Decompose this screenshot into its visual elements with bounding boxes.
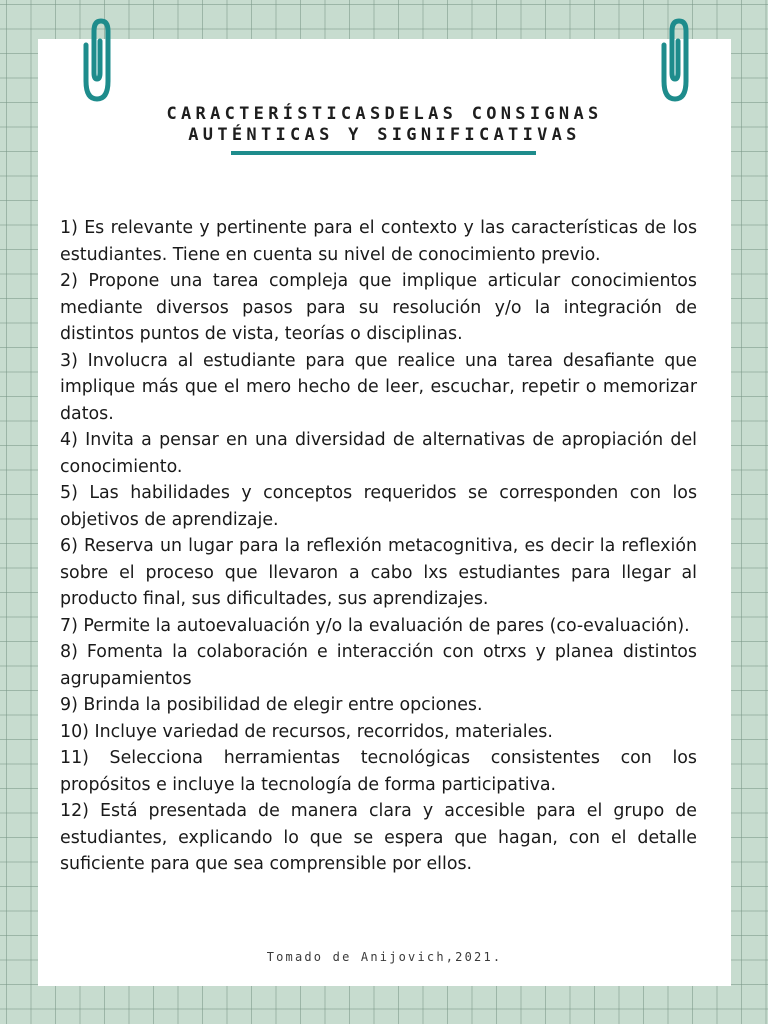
page-title [38, 104, 731, 146]
title-line-1: CARACTERÍSTICASDELAS CONSIGNAS [166, 104, 603, 124]
list-item: 6) Reserva un lugar para la reflexión metacognitiva, es decir la reflexión sobre el proceso que llevaron a cabo lxs estudiantes para llegar al producto final, sus dificultades, sus aprendizajes. [60, 536, 697, 609]
list-item: 5) Las habilidades y conceptos requeridos se corresponden con los objetivos de aprendizaje. [60, 483, 697, 530]
list-item: 2) Propone una tarea compleja que implique articular conocimientos mediante diversos pasos para su resolución y/o la integración de distintos puntos de vista, teorías o disciplinas. [60, 271, 697, 344]
title-line-2: AUTÉNTICAS Y SIGNIFICATIVAS [188, 125, 581, 145]
list-item: 10) Incluye variedad de recursos, recorridos, materiales. [60, 721, 553, 742]
list-item: 1) Es relevante y pertinente para el contexto y las características de los estudiantes. Tiene en cuenta su nivel de conocimiento previo. [60, 218, 697, 265]
list-item: 3) Involucra al estudiante para que realice una tarea desafiante que implique más que el mero hecho de leer, escuchar, repetir o memorizar datos. [60, 350, 697, 424]
list-item: 11) Selecciona herramientas tecnológicas consistentes con los propósitos e incluye la tecnología de forma participativa. [60, 748, 697, 795]
list-item: 12) Está presentada de manera clara y accesible para el grupo de estudiantes, explicando lo que se espera que hagan, con el detalle suficiente para que sea comprensible por ellos. [60, 801, 697, 874]
list-item: 9) Brinda la posibilidad de elegir entre opciones. [60, 695, 483, 715]
paperclip-icon [650, 15, 700, 105]
list-item: 4) Invita a pensar en una diversidad de alternativas de apropiación del conocimiento. [60, 430, 697, 477]
list-item: 7) Permite la autoevaluación y/o la evaluación de pares (co-evaluación). [60, 615, 690, 636]
characteristics-list [60, 215, 697, 878]
paperclip-icon [72, 15, 122, 105]
title-underline [231, 151, 536, 155]
list-item: 8) Fomenta la colaboración e interacción con otrxs y planea distintos agrupamientos [60, 642, 697, 689]
source-citation: Tomado de Anijovich,2021. [266, 950, 503, 964]
